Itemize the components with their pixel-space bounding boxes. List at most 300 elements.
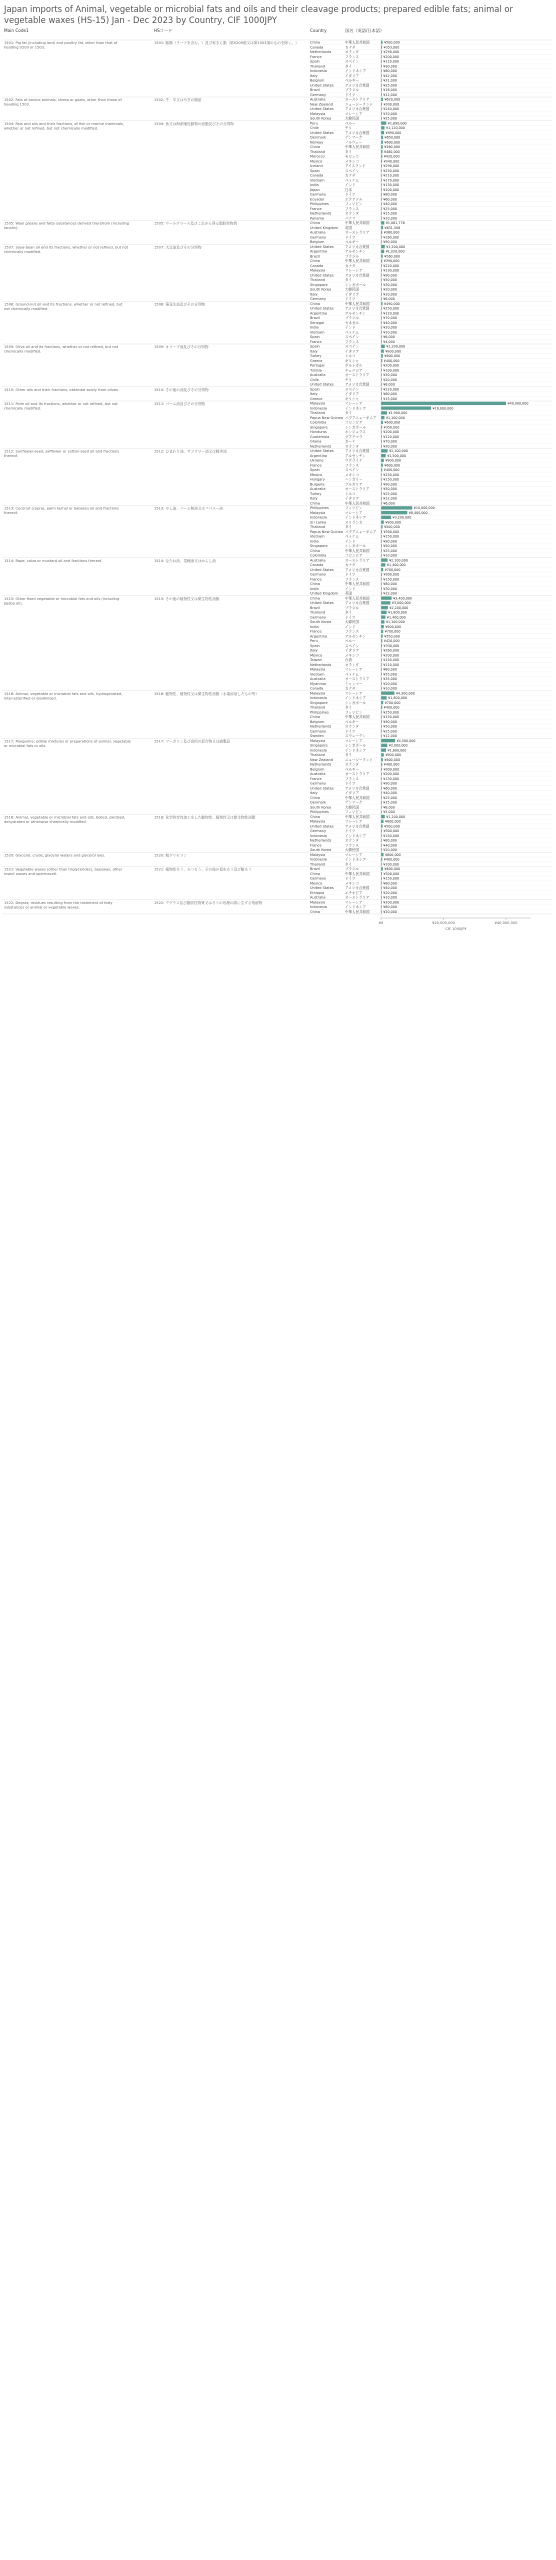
country-name-jp: 中華人民共和国: [345, 795, 370, 800]
country-name-jp: マレーシア: [345, 691, 363, 696]
country-name-jp: スペイン: [345, 468, 359, 472]
hs-code-jp-label: 1507: 大豆油及びその分別物: [154, 245, 202, 250]
bar-value-label: ¥40,000: [383, 202, 397, 206]
country-name: Malaysia: [310, 900, 326, 905]
country-name: United States: [310, 130, 334, 135]
country-name-jp: 大韓民国: [345, 805, 359, 810]
country-name: Belgium: [310, 767, 325, 772]
country-name-jp: シンガポール: [345, 743, 366, 748]
bar-value-label: ¥90,000: [383, 482, 397, 487]
country-name-jp: カナダ: [345, 686, 356, 691]
bar-value-label: ¥390,000: [383, 259, 400, 263]
country-name: Malaysia: [310, 819, 326, 824]
country-name-jp: アメリカ合衆国: [345, 306, 370, 311]
country-name-jp: オランダ: [345, 50, 359, 54]
bar-value-label: ¥8,000: [383, 805, 395, 810]
country-name: Mexico: [310, 472, 323, 477]
country-name: United States: [310, 382, 334, 387]
country-name-jp: スウェーデン: [345, 734, 366, 738]
bar-value-label: ¥650,000: [384, 135, 401, 140]
bar-value-label: ¥200,000: [383, 900, 400, 905]
bar-value-label: ¥990,000: [385, 130, 402, 135]
bar-value-label: ¥60,000: [383, 786, 397, 791]
bar-value-label: ¥500,000: [384, 824, 400, 829]
country-name: Brazil: [310, 605, 320, 610]
country-name-jp: デンマーク: [345, 800, 363, 805]
bar: [381, 696, 387, 699]
bar-value-label: ¥1,100,000: [385, 415, 405, 420]
country-name-jp: エチオピア: [345, 890, 363, 895]
bar-value-label: ¥20,000: [383, 848, 397, 852]
country-name: France: [310, 577, 322, 582]
bar-value-label: ¥20,000: [383, 681, 397, 686]
country-name: Norway: [310, 140, 324, 145]
country-name: India: [310, 586, 319, 591]
country-name: Guatemala: [310, 434, 330, 439]
country-name-jp: エクアドル: [345, 197, 363, 202]
country-name-jp: オーストラリア: [345, 558, 370, 563]
country-name: Germany: [310, 829, 327, 833]
country-name-jp: マレーシア: [345, 738, 363, 743]
bar: [381, 563, 385, 566]
hs-code-label: not chemically modified.: [4, 306, 49, 311]
bar-value-label: ¥12,000: [383, 591, 397, 596]
country-name-jp: アイスランド: [345, 164, 366, 168]
country-name: Thailand: [310, 753, 326, 757]
country-name-jp: インドネシア: [345, 69, 366, 73]
country-name: Singapore: [310, 425, 328, 430]
x-axis-tick-label: ¥0: [378, 921, 384, 925]
country-name: Thailand: [310, 64, 326, 69]
bar-value-label: ¥500,000: [384, 40, 400, 45]
country-name: Canada: [310, 686, 324, 691]
country-name: United States: [310, 107, 334, 111]
country-name: Germany: [310, 192, 327, 197]
country-name: Italy: [310, 496, 318, 501]
country-name-jp: オランダ: [345, 838, 359, 843]
bar-value-label: ¥170,000: [383, 178, 400, 183]
bar-value-label: ¥250,000: [383, 306, 400, 311]
country-name: Turkey: [310, 354, 322, 358]
country-name: Italy: [310, 73, 318, 78]
country-name: South Korea: [310, 116, 332, 121]
bar-value-label: ¥120,000: [383, 434, 400, 439]
country-name-jp: ギリシャ: [345, 358, 359, 363]
country-name-jp: メキシコ: [345, 159, 359, 164]
country-name-jp: グアテマラ: [345, 434, 363, 439]
bar: [381, 463, 383, 466]
bar-value-label: ¥80,000: [383, 905, 397, 909]
country-name-jp: イタリア: [345, 496, 359, 501]
country-name: Taiwan: [310, 658, 322, 662]
bar-value-label: ¥1,500,000: [387, 453, 407, 458]
bar-value-label: ¥25,000: [383, 83, 397, 88]
bar-value-label: ¥1,900,000: [388, 411, 408, 415]
country-name: Singapore: [310, 700, 328, 705]
country-name: Denmark: [310, 800, 327, 805]
bar-value-label: ¥20,000: [383, 325, 397, 330]
country-name: Germany: [310, 781, 327, 786]
country-name-jp: ベルギー: [345, 240, 359, 244]
country-name: Canada: [310, 45, 324, 50]
bar: [381, 302, 383, 305]
country-name: United States: [310, 273, 334, 278]
bar-value-label: ¥700,000: [384, 700, 401, 705]
country-name-jp: マレーシア: [345, 852, 363, 857]
country-name: Argentina: [310, 249, 328, 254]
bar-value-label: ¥550,000: [384, 634, 400, 639]
country-name-jp: フィリピン: [345, 506, 363, 510]
country-name: Brazil: [310, 88, 320, 92]
bar-value-label: ¥35,000: [383, 677, 397, 681]
country-name-jp: パプアニューギニア: [345, 415, 377, 420]
bar: [381, 744, 387, 747]
country-name: Argentina: [310, 311, 328, 316]
country-name-jp: 台湾: [345, 658, 352, 662]
country-name-jp: ブラジル: [345, 88, 359, 92]
country-name-jp: 中華人民共和国: [345, 582, 370, 586]
hs-code-jp-label: 1521: 植物性ろう、みつろう、その他の昆虫ろう及び鯨ろう: [154, 867, 252, 872]
country-name: Canada: [310, 263, 324, 268]
country-name: Germany: [310, 729, 327, 734]
bar-value-label: ¥110,000: [383, 662, 400, 667]
country-name-jp: ドイツ: [345, 572, 356, 577]
bar-value-label: ¥40,000: [383, 791, 397, 795]
country-name-jp: カナダ: [345, 173, 356, 178]
country-name: United States: [310, 786, 334, 791]
country-name: Indonesia: [310, 833, 327, 838]
country-name: China: [310, 548, 320, 553]
country-name-jp: モロッコ: [345, 154, 359, 159]
country-name: China: [310, 501, 320, 506]
bar-value-label: ¥80,000: [383, 192, 397, 197]
country-name-jp: オーストラリア: [345, 895, 370, 900]
bar-value-label: ¥140,000: [383, 107, 400, 111]
country-name: Philippines: [310, 710, 329, 715]
hs-code-label: chemically modified.: [4, 349, 42, 354]
country-name: Chile: [310, 126, 319, 130]
country-name-jp: フィリピン: [345, 202, 363, 206]
country-name: Belgium: [310, 78, 325, 83]
country-name: China: [310, 871, 320, 876]
country-name: Germany: [310, 876, 327, 881]
country-name: Hungary: [310, 477, 325, 482]
bar-value-label: ¥150,000: [383, 534, 400, 539]
country-name-jp: チュニジア: [345, 368, 363, 373]
country-name-jp: シンガポール: [345, 700, 366, 705]
bar: [381, 701, 383, 704]
country-name: Malaysia: [310, 268, 326, 273]
bar-value-label: ¥90,000: [383, 539, 397, 544]
country-name-jp: ドイツ: [345, 192, 356, 197]
hs-code-label: heading 0209 or 1503.: [4, 45, 46, 50]
hs-code-label: chemically modified.: [4, 406, 42, 411]
country-name-jp: イタリア: [345, 292, 359, 297]
bar-value-label: ¥340,000: [383, 159, 400, 164]
bar-value-label: ¥40,000: [383, 886, 397, 890]
country-name-jp: デンマーク: [345, 135, 363, 140]
country-name: United States: [310, 244, 334, 249]
bar-value-label: ¥220,000: [383, 263, 400, 268]
country-name-jp: トルコ: [345, 491, 356, 496]
bar-value-label: ¥150,000: [383, 715, 400, 719]
bar-value-label: ¥210,000: [383, 173, 400, 178]
bar-value-label: ¥100,000: [383, 187, 400, 192]
country-name: Spain: [310, 387, 320, 392]
country-name: Turkey: [310, 491, 322, 496]
bar-value-label: ¥4,300,000: [395, 691, 415, 696]
country-name: Germany: [310, 615, 327, 620]
country-name: South Korea: [310, 805, 332, 810]
hs-code-label: 1517: Margarine; edible mixtures or preparations of animal, vegetable: [4, 739, 131, 744]
hs-code-label: inter-esterified or elaidinised.: [4, 696, 57, 701]
hs-code-jp-label: 1515: その他の植物性又は微生物性油脂: [154, 596, 220, 601]
country-name-jp: イタリア: [345, 648, 359, 653]
country-name: Thailand: [310, 862, 326, 867]
country-name-jp: フランス: [345, 843, 359, 848]
bar: [381, 568, 383, 571]
country-name: Honduras: [310, 430, 327, 434]
country-name-jp: インドネシア: [345, 748, 366, 753]
bar-value-label: ¥250,000: [383, 472, 400, 477]
country-name: Spain: [310, 344, 320, 349]
bar-value-label: ¥30,000: [383, 444, 397, 449]
bar-value-label: ¥50,000: [383, 278, 397, 282]
bar-value-label: ¥480,000: [384, 149, 400, 154]
country-name: New Zealand: [310, 757, 333, 762]
country-name-jp: 大韓民国: [345, 116, 359, 121]
bar: [381, 226, 383, 229]
bar-value-label: ¥300,000: [383, 871, 400, 876]
bar: [381, 758, 383, 761]
bar-value-label: ¥40,000: [383, 843, 397, 848]
bar-value-label: ¥200,000: [383, 363, 400, 368]
bar: [381, 454, 386, 457]
country-name: United States: [310, 83, 334, 88]
bar-value-label: ¥90,000: [383, 719, 397, 724]
country-name-jp: ドイツ: [345, 829, 356, 833]
country-name-jp: フランス: [345, 776, 359, 781]
bar: [381, 345, 385, 348]
bar-value-label: ¥110,000: [383, 59, 400, 64]
country-name-jp: ベトナム: [345, 330, 359, 335]
bar: [381, 634, 383, 637]
bar-value-label: ¥3,400,000: [393, 596, 413, 601]
bar: [381, 136, 383, 139]
bar-value-label: ¥150,000: [383, 658, 400, 662]
country-name-jp: ギリシャ: [345, 396, 359, 401]
country-name-jp: アメリカ合衆国: [345, 107, 370, 111]
hs-code-jp-label: 1508: 落花生油及びその分別物: [154, 302, 206, 307]
country-name-jp: イタリア: [345, 791, 359, 795]
hs-code-label: chemically modified.: [4, 249, 42, 254]
bar: [381, 753, 384, 756]
country-name: Ukraine: [310, 458, 324, 463]
hs-code-label: 1516: Animal, vegetable or microbial fats and oils, hydrogenated,: [4, 691, 123, 696]
bar: [381, 824, 383, 827]
bar-value-label: ¥300,000: [383, 529, 400, 534]
bar-value-label: ¥90,000: [383, 781, 397, 786]
hs-code-jp-label: 1512: ひまわり油、サフラワー油又は綿実油: [154, 449, 227, 454]
bar: [381, 601, 390, 604]
bar-value-label: ¥800,000: [385, 819, 401, 824]
bar: [381, 254, 383, 257]
country-name-jp: ドイツ: [345, 92, 356, 97]
country-name: Malaysia: [310, 852, 326, 857]
country-name-jp: パナマ: [345, 216, 356, 221]
hs-code-label: 1515: Other fixed vegetable or microbial fats and oils (including: [4, 596, 120, 601]
header-country: Country: [310, 28, 327, 33]
bar-value-label: ¥60,000: [383, 197, 397, 202]
country-name: Netherlands: [310, 444, 332, 449]
bar-value-label: ¥200,000: [383, 772, 400, 776]
bar-value-label: ¥31,000: [383, 78, 397, 83]
country-name-jp: ホンジュラス: [345, 430, 366, 434]
bar-value-label: ¥80,000: [383, 582, 397, 586]
bar-value-label: ¥353,000: [383, 45, 400, 50]
hs-code-label: 1505: Wool grease and fatty substances derived therefrom (including: [4, 221, 130, 226]
country-name-jp: チリ: [345, 377, 352, 382]
country-name: South Korea: [310, 620, 332, 624]
country-name: Netherlands: [310, 50, 332, 54]
country-name: Thailand: [310, 278, 326, 282]
country-name-jp: オーストラリア: [345, 373, 370, 377]
country-name: Philippines: [310, 202, 329, 206]
country-name-jp: オランダ: [345, 662, 359, 667]
country-name-jp: インド: [345, 539, 356, 544]
hs-code-jp-label: 1516: 動物性、植物性又は微生物性油脂（水素添加したもの等）: [154, 691, 259, 696]
country-name: Philippines: [310, 506, 329, 510]
bar-value-label: ¥50,000: [383, 724, 397, 729]
hs-code-label: 1510: Other oils and their fractions, obtained solely from olives.: [4, 387, 120, 392]
country-name: Ecuador: [310, 197, 325, 202]
country-name-jp: アメリカ合衆国: [345, 244, 370, 249]
country-name: China: [310, 596, 320, 601]
bar: [381, 402, 506, 405]
country-name-jp: シンガポール: [345, 544, 366, 548]
bar-value-label: ¥50,000: [383, 544, 397, 548]
country-name: Iceland: [310, 164, 323, 168]
bar-value-label: ¥2,100,000: [389, 558, 408, 563]
country-name: France: [310, 206, 322, 211]
x-axis-label: CIF 1000JPY: [445, 927, 467, 931]
bar-value-label: ¥90,000: [383, 240, 397, 244]
country-name-jp: フランス: [345, 577, 359, 582]
bar-value-label: ¥300,000: [383, 829, 400, 833]
country-name-jp: フランス: [345, 339, 359, 344]
country-name-jp: マレーシア: [345, 819, 363, 824]
country-name: Thailand: [310, 149, 326, 154]
country-name-jp: スペイン: [345, 59, 359, 64]
country-name-jp: 中華人民共和国: [345, 301, 370, 306]
bar: [381, 630, 383, 633]
country-name: Australia: [310, 487, 326, 491]
country-name-jp: ブラジル: [345, 605, 359, 610]
country-name: United States: [310, 567, 334, 572]
hs-code-label: 1507: Soya-bean oil and its fractions, whether or not refined, but not: [4, 245, 129, 250]
bar-value-label: ¥220,000: [383, 387, 400, 392]
country-name: Sri Lanka: [310, 520, 327, 525]
bar-value-label: ¥12,000: [383, 92, 397, 97]
bar-value-label: ¥1,200,000: [386, 814, 406, 819]
country-name: Tunisia: [310, 368, 322, 373]
bar-value-label: ¥400,000: [383, 358, 400, 363]
country-name-jp: シンガポール: [345, 425, 366, 430]
country-name-jp: シンガポール: [345, 282, 366, 287]
country-name-jp: メキシコ: [345, 881, 359, 886]
bar-value-label: ¥80,000: [383, 838, 397, 843]
country-name-jp: スペイン: [345, 335, 359, 339]
country-name: United States: [310, 449, 334, 453]
country-name-jp: インド: [345, 624, 356, 629]
bar-value-label: ¥25,000: [383, 729, 397, 734]
bar-value-label: ¥12,000: [383, 734, 397, 738]
bar: [381, 449, 388, 452]
country-name: Indonesia: [310, 515, 327, 520]
hs-code-jp-label: 1520: 粗グリセリン: [154, 853, 188, 858]
bar-value-label: ¥250,000: [383, 710, 400, 715]
country-name-jp: コロンビア: [345, 420, 363, 425]
country-name: Netherlands: [310, 724, 332, 729]
country-name: India: [310, 183, 319, 187]
country-name-jp: タイ: [345, 411, 352, 415]
bar-value-label: ¥420,000: [383, 639, 400, 643]
country-name-jp: インド: [345, 586, 356, 591]
country-name-jp: イタリア: [345, 73, 359, 78]
bar-value-label: ¥1,200,000: [386, 244, 406, 249]
country-name: China: [310, 582, 320, 586]
country-name: Mexico: [310, 653, 323, 658]
country-name-jp: スリランカ: [345, 520, 363, 525]
bar-value-label: ¥10,000: [383, 330, 397, 335]
bar: [381, 349, 384, 352]
country-name: Malaysia: [310, 667, 326, 672]
country-name-jp: メキシコ: [345, 472, 359, 477]
country-name-jp: アルゼンチン: [345, 311, 366, 316]
country-name-jp: フランス: [345, 463, 359, 468]
country-name-jp: マレーシア: [345, 510, 363, 515]
country-name: Brazil: [310, 254, 320, 259]
country-name-jp: 英国: [345, 225, 352, 230]
country-name-jp: オランダ: [345, 444, 359, 449]
country-name-jp: アメリカ合衆国: [345, 601, 370, 605]
bar-value-label: ¥10,000: [383, 216, 397, 221]
country-name-jp: ミャンマー: [345, 681, 363, 686]
country-name-jp: 中華人民共和国: [345, 221, 370, 225]
bar-value-label: ¥15,000: [383, 211, 397, 216]
country-name-jp: ブラジル: [345, 867, 359, 871]
country-name-jp: タイ: [345, 610, 352, 615]
country-name: Colombia: [310, 553, 327, 558]
bar: [381, 611, 387, 614]
bar-value-label: ¥620,000: [384, 97, 401, 102]
bar-value-label: ¥10,000: [383, 553, 397, 558]
bar: [381, 691, 394, 694]
country-name-jp: 大韓民国: [345, 287, 359, 292]
country-name: Vietnam: [310, 672, 325, 677]
country-name: Italy: [310, 392, 318, 396]
bar: [381, 511, 407, 514]
hs-code-jp-label: 1501: 豚脂（ラードを含む。）及び家きん脂（第0209項又は第1503項のものを除く。）: [154, 41, 299, 46]
country-name-jp: アルゼンチン: [345, 249, 366, 254]
country-name: Japan: [310, 187, 320, 192]
bar-value-label: ¥25,000: [383, 548, 397, 553]
bar-value-label: ¥1,100,000: [385, 620, 405, 624]
bar-value-label: ¥350,000: [383, 425, 400, 430]
bar: [381, 221, 384, 224]
country-name: Italy: [310, 292, 318, 297]
country-name-jp: 中華人民共和国: [345, 909, 370, 914]
